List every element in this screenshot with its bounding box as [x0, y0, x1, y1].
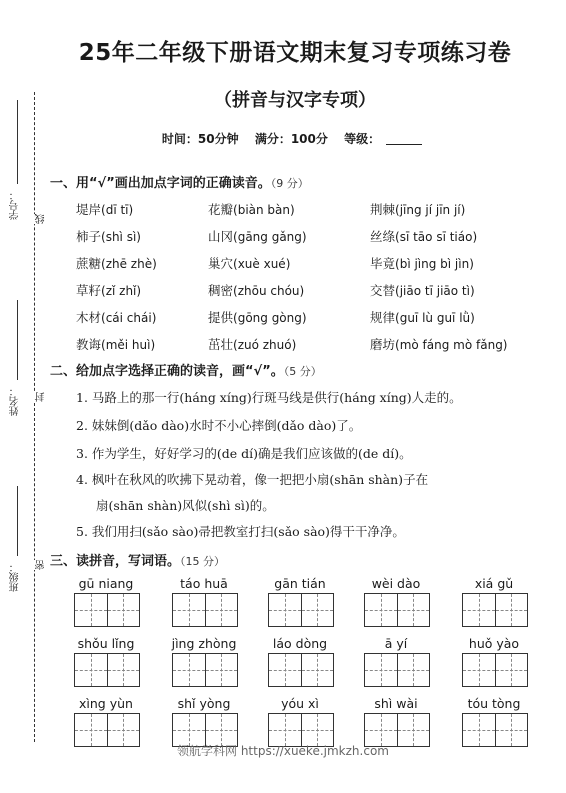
pinyin-prompt: táo huā — [180, 576, 228, 591]
section1-options[interactable]: (mò fáng mò fǎng) — [395, 338, 508, 352]
section1-word: 蔗糖 — [76, 256, 102, 271]
pinyin-prompt: ā yí — [384, 636, 408, 651]
section1-word: 交替 — [370, 283, 396, 298]
writing-cell[interactable] — [496, 594, 528, 626]
writing-grid[interactable] — [462, 653, 528, 687]
binding-dashed-line — [34, 92, 35, 742]
section1-item — [76, 335, 155, 353]
section1-options[interactable]: (gāng gǎng) — [233, 230, 307, 244]
section1-item — [370, 335, 508, 353]
section1-item — [208, 200, 295, 218]
pinyin-prompt: shǐ yòng — [177, 696, 231, 711]
pinyin-prompt: gān tián — [274, 576, 326, 591]
writing-cell[interactable] — [173, 594, 206, 626]
section2-question-5: 5. 我们用扫(sǎo sào)帚把教室打扫(sǎo sào)得干干净净。 — [76, 524, 405, 539]
writing-cell[interactable] — [75, 654, 108, 686]
section1-item — [208, 335, 296, 353]
writing-grid[interactable] — [172, 653, 238, 687]
section1-item — [370, 254, 474, 272]
section1-options[interactable]: (měi huì) — [101, 338, 156, 352]
section1-options[interactable]: (biàn bàn) — [233, 203, 295, 217]
section1-item — [208, 254, 290, 272]
section1-word: 茁壮 — [208, 337, 234, 352]
line-mark: 线 — [36, 214, 47, 224]
section2-question-1: 1. 马路上的那一行(háng xíng)行斑马线是供行(háng xíng)人走的。 — [76, 390, 462, 405]
section3-heading: 三、读拼音，写词语。（15 分） — [50, 554, 226, 569]
section1-word: 磨坊 — [370, 337, 396, 352]
section2-question-4-cont: 扇(shān shàn)风似(shì sì)的。 — [96, 498, 275, 513]
section1-options[interactable]: (shì sì) — [101, 230, 141, 244]
section1-item — [370, 200, 465, 218]
pinyin-prompt: láo dòng — [272, 636, 328, 651]
section1-options[interactable]: (zuó zhuó) — [233, 338, 297, 352]
section1-options[interactable]: (bì jìng bì jìn) — [395, 257, 474, 271]
section1-word: 荆棘 — [370, 202, 396, 217]
section1-item — [76, 227, 141, 245]
pinyin-prompt: shì wài — [374, 696, 418, 711]
section1-options[interactable]: (dī tī) — [101, 203, 134, 217]
exam-score: 满分：100分 — [254, 132, 328, 146]
writing-cell[interactable] — [302, 654, 334, 686]
pinyin-prompt: xiá gǔ — [474, 576, 514, 591]
writing-cell[interactable] — [269, 594, 302, 626]
exam-grade: 等级： — [344, 132, 428, 146]
section1-options[interactable]: (guī lù guī lǜ) — [395, 311, 475, 325]
section1-options[interactable]: (jiāo tī jiāo tì) — [395, 284, 475, 298]
section1-options[interactable]: (xuè xué) — [233, 257, 291, 271]
section1-word: 草籽 — [76, 283, 102, 298]
section1-heading: 一、用“√”画出加点字词的正确读音。（9 分） — [50, 176, 309, 191]
section1-word: 毕竟 — [370, 256, 396, 271]
section1-word: 花瓣 — [208, 202, 234, 217]
section1-item — [76, 254, 157, 272]
writing-grid[interactable] — [364, 653, 430, 687]
section1-item — [76, 200, 133, 218]
section1-word: 巢穴 — [208, 256, 234, 271]
section1-item — [370, 308, 475, 326]
writing-cell[interactable] — [463, 654, 496, 686]
section1-item — [208, 308, 307, 326]
writing-cell[interactable] — [173, 654, 206, 686]
exam-time: 时间：50分钟 — [161, 132, 239, 146]
class-label: 班级： — [10, 562, 21, 592]
pinyin-prompt: huǒ yào — [468, 636, 520, 651]
section1-item — [208, 227, 307, 245]
writing-cell[interactable] — [206, 594, 238, 626]
section1-item — [208, 281, 304, 299]
writing-cell[interactable] — [108, 594, 140, 626]
section1-word: 堤岸 — [76, 202, 102, 217]
writing-cell[interactable] — [398, 654, 430, 686]
section1-item — [76, 281, 141, 299]
writing-cell[interactable] — [463, 594, 496, 626]
section1-word: 教诲 — [76, 337, 102, 352]
exam-meta — [60, 130, 530, 147]
section1-options[interactable]: (gōng gòng) — [233, 311, 307, 325]
writing-grid[interactable] — [74, 593, 140, 627]
pinyin-prompt: tóu tòng — [467, 696, 521, 711]
page-subtitle: （拼音与汉字专项） — [214, 90, 376, 111]
section1-word: 稠密 — [208, 283, 234, 298]
section2-question-2: 2. 妹妹倒(dǎo dào)水时不小心摔倒(dǎo dào)了。 — [76, 418, 362, 433]
pinyin-prompt: wèi dào — [371, 576, 421, 591]
section2-heading: 二、给加点字选择正确的读音，画“√”。（5 分） — [50, 364, 322, 379]
writing-cell[interactable] — [206, 654, 238, 686]
writing-grid[interactable] — [172, 593, 238, 627]
watermark: 领航学科网 https://xueke.jmkzh.com — [177, 744, 389, 758]
section1-word: 丝绦 — [370, 229, 396, 244]
pinyin-prompt: yóu xì — [281, 696, 319, 711]
writing-cell[interactable] — [269, 654, 302, 686]
section2-question-4: 4. 枫叶在秋风的吹拂下晃动着，像一把把小扇(shān shàn)子在 — [76, 472, 429, 487]
seal-mark: 封 — [36, 392, 47, 402]
pinyin-prompt: jìng zhòng — [171, 636, 237, 651]
section1-options[interactable]: (cái chái) — [101, 311, 157, 325]
name-blank[interactable] — [17, 300, 18, 380]
section1-item — [370, 227, 477, 245]
name-label: 姓名： — [10, 386, 21, 416]
grade-blank[interactable] — [386, 144, 422, 145]
writing-cell[interactable] — [365, 654, 398, 686]
writing-grid[interactable] — [268, 593, 334, 627]
section1-options[interactable]: (zhē zhè) — [101, 257, 157, 271]
writing-grid[interactable] — [364, 593, 430, 627]
section1-word: 提供 — [208, 310, 234, 325]
writing-cell[interactable] — [398, 594, 430, 626]
writing-grid[interactable] — [268, 653, 334, 687]
student-id-blank[interactable] — [17, 100, 18, 184]
writing-cell[interactable] — [302, 594, 334, 626]
section1-word: 木材 — [76, 310, 102, 325]
page-title: 25年二年级下册语文期末复习专项练习卷 — [78, 40, 512, 66]
pinyin-prompt: gū niang — [78, 576, 134, 591]
section1-word: 柿子 — [76, 229, 102, 244]
class-blank[interactable] — [17, 486, 18, 556]
pinyin-prompt: xìng yùn — [79, 696, 133, 711]
section1-options[interactable]: (zǐ zhǐ) — [101, 284, 142, 298]
dense-mark: 密 — [36, 560, 47, 570]
student-id-label: 学号： — [10, 190, 21, 220]
writing-cell[interactable] — [108, 654, 140, 686]
writing-cell[interactable] — [365, 594, 398, 626]
pinyin-prompt: shǒu lǐng — [77, 636, 135, 651]
section1-word: 规律 — [370, 310, 396, 325]
writing-cell[interactable] — [75, 594, 108, 626]
section1-item — [370, 281, 475, 299]
section1-options[interactable]: (zhōu chóu) — [233, 284, 305, 298]
section1-options[interactable]: (sī tāo sī tiáo) — [395, 230, 478, 244]
section1-item — [76, 308, 156, 326]
writing-grid[interactable] — [462, 593, 528, 627]
writing-cell[interactable] — [496, 654, 528, 686]
writing-grid[interactable] — [74, 653, 140, 687]
section1-options[interactable]: (jīng jí jīn jí) — [395, 203, 466, 217]
section2-question-3: 3. 作为学生，好好学习的(de dí)确是我们应该做的(de dí)。 — [76, 446, 412, 461]
section1-word: 山冈 — [208, 229, 234, 244]
